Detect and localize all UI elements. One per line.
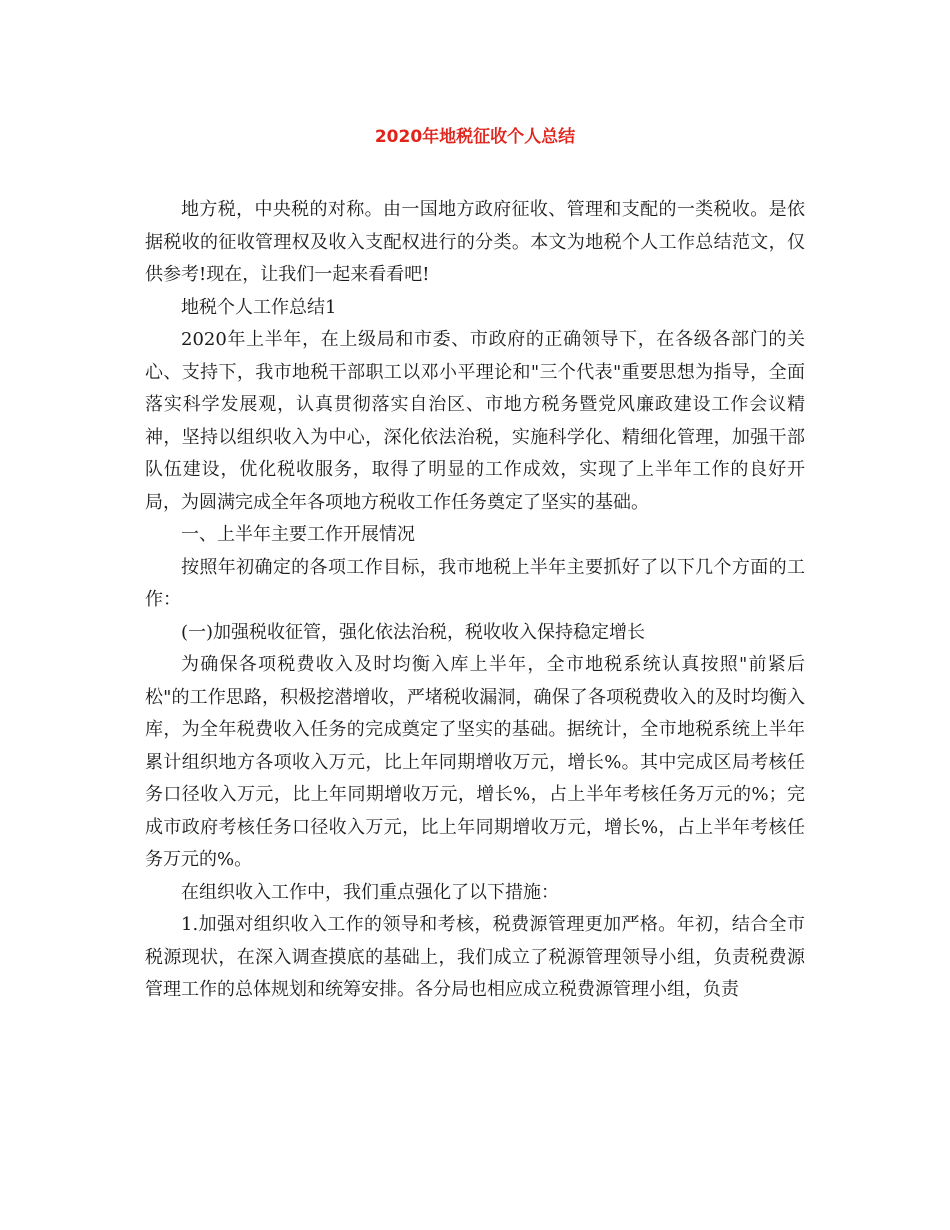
body-paragraph: 在组织收入工作中，我们重点强化了以下措施： — [181, 881, 559, 903]
body-paragraph: 1.加强对组织收入工作的领导和考核，税费源管理更加严格。年初，结合全市税源现状，在深入调查摸底的基础上，我们成立了税源管理领导小组，负责税费源管理工作的总体规划和统筹安排。各分局也相应成立税费源管理小组，负责 — [145, 914, 805, 1000]
intro-paragraph: 地方税，中央税的对称。由一国地方政府征收、管理和支配的一类税收。是依据税收的征收管理权及收入支配权进行的分类。本文为地税个人工作总结范文，仅供参考!现在，让我们一起来看看吧! — [145, 199, 805, 285]
section-heading: 一、上半年主要工作开展情况 — [181, 524, 415, 545]
document-title: 2020年地税征收个人总结 — [374, 127, 576, 147]
subsection-heading: (一)加强税收征管，强化依法治税，税收收入保持稳定增长 — [181, 621, 646, 643]
document-body — [145, 194, 805, 1007]
body-paragraph: 按照年初确定的各项工作目标，我市地税上半年主要抓好了以下几个方面的工作： — [145, 556, 805, 610]
body-paragraph: 为确保各项税费收入及时均衡入库上半年，全市地税系统认真按照"前紧后松"的工作思路，积极挖潜增收，严堵税收漏洞，确保了各项税费收入的及时均衡入库，为全年税费收入任务的完成奠定了坚实的基础。据统计，全市地税系统上半年累计组织地方各项收入万元，比上年同期增收万元，增长%。其中完成区局考核任务口径收入万元，比上年同期增收万元，增长%，占上半年考核任务万元的%；完成市政府考核任务口径收入万元，比上年同期增收万元，增长%，占上半年考核任务万元的%。 — [145, 654, 805, 870]
body-paragraph: 2020年上半年，在上级局和市委、市政府的正确领导下，在各级各部门的关心、支持下，我市地税干部职工以邓小平理论和"三个代表"重要思想为指导，全面落实科学发展观，认真贯彻落实自治区、市地方税务暨党风廉政建设工作会议精神，坚持以组织收入为中心，深化依法治税，实施科学化、精细化管理，加强干部队伍建设，优化税收服务，取得了明显的工作成效，实现了上半年工作的良好开局，为圆满完成全年各项地方税收工作任务奠定了坚实的基础。 — [145, 329, 805, 513]
section-heading: 地税个人工作总结1 — [181, 296, 337, 318]
